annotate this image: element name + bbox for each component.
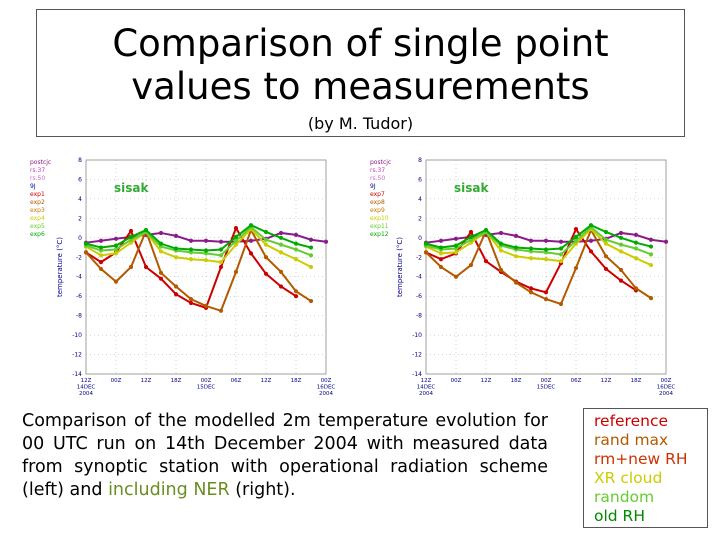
chart-title: sisak xyxy=(454,181,489,195)
data-point xyxy=(634,241,638,245)
y-tick-label: -8 xyxy=(76,312,82,320)
data-point xyxy=(294,242,298,246)
legend-label: postcjc xyxy=(370,159,392,166)
x-tick-label: 12Z xyxy=(260,378,272,384)
x-tick-label: 15DEC xyxy=(536,384,556,391)
data-point xyxy=(264,272,268,276)
data-point xyxy=(264,255,268,259)
x-tick-label: 12Z xyxy=(420,378,432,384)
legend-item-rm-new-rh: rm+new RH xyxy=(594,450,688,468)
data-point xyxy=(634,286,638,290)
legend-label: rs.37 xyxy=(30,167,46,174)
y-tick-label: -14 xyxy=(412,371,422,378)
data-point xyxy=(189,247,193,251)
author-credit: (by M. Tudor) xyxy=(307,114,414,133)
x-tick-label: 2004 xyxy=(319,391,333,397)
y-tick-label: 8 xyxy=(418,157,422,164)
data-point xyxy=(604,238,608,242)
data-point xyxy=(619,236,623,240)
data-point xyxy=(634,256,638,260)
legend-label: exp4 xyxy=(30,215,45,222)
data-point xyxy=(99,253,103,257)
y-tick-label: 2 xyxy=(78,215,82,223)
x-tick-label: 12Z xyxy=(140,378,152,384)
data-point xyxy=(619,268,623,272)
y-tick-label: 0 xyxy=(418,234,422,242)
data-point xyxy=(264,238,268,242)
data-point xyxy=(219,253,223,257)
data-point xyxy=(469,263,473,267)
data-point xyxy=(649,252,653,256)
x-tick-label: 2004 xyxy=(659,391,673,397)
data-point xyxy=(84,250,88,254)
data-point xyxy=(219,240,223,244)
data-point xyxy=(219,265,223,269)
data-point xyxy=(559,246,563,250)
data-point xyxy=(439,245,443,249)
data-point xyxy=(529,246,533,250)
data-point xyxy=(559,240,563,244)
data-point xyxy=(279,236,283,240)
legend-item-rand-max: rand max xyxy=(594,431,669,449)
data-point xyxy=(309,253,313,257)
legend-label: exp5 xyxy=(30,223,45,230)
legend-label: exp7 xyxy=(370,191,385,198)
x-tick-label: 00Z xyxy=(540,378,552,384)
data-point xyxy=(499,268,503,272)
y-tick-label: -2 xyxy=(416,254,422,262)
caption-highlight-ner: NER xyxy=(193,480,230,500)
data-point xyxy=(619,249,623,253)
y-axis-label: temperature (°C) xyxy=(56,236,64,298)
data-point xyxy=(649,296,653,300)
data-point xyxy=(559,252,563,256)
caption-end: (right). xyxy=(229,480,296,500)
data-point xyxy=(529,290,533,294)
data-point xyxy=(589,223,593,227)
data-point xyxy=(114,244,118,248)
data-point xyxy=(454,244,458,248)
data-point xyxy=(204,248,208,252)
legend-label: exp11 xyxy=(370,223,389,230)
x-tick-label: 12Z xyxy=(80,378,92,384)
data-point xyxy=(249,223,253,227)
data-point xyxy=(279,231,283,235)
legend-label: exp6 xyxy=(30,231,45,238)
data-point xyxy=(159,242,163,246)
data-point xyxy=(439,251,443,255)
data-point xyxy=(574,227,578,231)
data-point xyxy=(174,246,178,250)
legend-item-random: random xyxy=(594,488,655,506)
data-point xyxy=(159,231,163,235)
data-point xyxy=(99,260,103,264)
data-point xyxy=(189,297,193,301)
data-point xyxy=(189,257,193,261)
data-point xyxy=(309,238,313,242)
legend-label: 9J xyxy=(30,183,36,190)
x-tick-label: 06Z xyxy=(230,378,242,384)
data-point xyxy=(234,226,238,230)
x-tick-label: 18Z xyxy=(170,378,182,384)
data-point xyxy=(264,243,268,247)
y-tick-label: -8 xyxy=(416,312,422,320)
data-point xyxy=(439,239,443,243)
data-point xyxy=(559,302,563,306)
data-point xyxy=(249,251,253,255)
legend-box xyxy=(583,408,708,528)
y-tick-label: -6 xyxy=(416,293,422,301)
y-tick-label: -2 xyxy=(76,254,82,262)
data-point xyxy=(469,230,473,234)
x-tick-label: 00Z xyxy=(110,378,122,384)
page-title: Comparison of single point values to measurements xyxy=(112,22,609,108)
data-point xyxy=(249,239,253,243)
data-point xyxy=(324,240,328,244)
y-tick-label: -12 xyxy=(412,351,422,359)
data-point xyxy=(129,265,133,269)
data-point xyxy=(204,258,208,262)
data-point xyxy=(114,237,118,241)
y-tick-label: -4 xyxy=(416,273,422,281)
y-tick-label: 2 xyxy=(418,215,422,223)
data-point xyxy=(589,239,593,243)
data-point xyxy=(469,235,473,239)
data-point xyxy=(574,266,578,270)
y-tick-label: 4 xyxy=(78,195,82,203)
y-tick-label: 4 xyxy=(418,195,422,203)
data-point xyxy=(99,267,103,271)
data-point xyxy=(649,263,653,267)
caption-text: Comparison of the modelled 2m temperature evolution for 00 UTC run on 14th December 2004 with measured data from synoptic station with operational radiation scheme (left) and xyxy=(22,411,548,500)
x-tick-label: 18Z xyxy=(290,378,302,384)
data-point xyxy=(499,242,503,246)
data-point xyxy=(174,284,178,288)
caption xyxy=(22,410,548,502)
data-point xyxy=(544,239,548,243)
data-point xyxy=(159,271,163,275)
data-point xyxy=(309,245,313,249)
legend-item-xr-cloud: XR cloud xyxy=(594,469,663,487)
data-point xyxy=(529,256,533,260)
data-point xyxy=(499,231,503,235)
x-tick-label: 06Z xyxy=(570,378,582,384)
chart-right xyxy=(368,150,676,400)
data-point xyxy=(499,248,503,252)
y-tick-label: -14 xyxy=(72,371,82,378)
data-point xyxy=(144,228,148,232)
data-point xyxy=(309,299,313,303)
data-point xyxy=(619,243,623,247)
data-point xyxy=(159,249,163,253)
legend-label: exp3 xyxy=(30,207,45,214)
data-point xyxy=(159,277,163,281)
x-tick-label: 14DEC xyxy=(76,384,96,391)
y-tick-label: 8 xyxy=(78,157,82,164)
data-point xyxy=(294,247,298,251)
legend-item-reference: reference xyxy=(594,412,669,430)
data-point xyxy=(189,239,193,243)
data-point xyxy=(84,242,88,246)
y-tick-label: -10 xyxy=(412,332,422,340)
data-point xyxy=(204,239,208,243)
x-tick-label: 00Z xyxy=(320,378,332,384)
data-point xyxy=(514,245,518,249)
data-point xyxy=(279,250,283,254)
data-point xyxy=(649,244,653,248)
data-point xyxy=(129,235,133,239)
x-tick-label: 00Z xyxy=(450,378,462,384)
chart-left xyxy=(28,150,336,400)
legend-label: rs.50 xyxy=(30,175,46,182)
data-point xyxy=(294,289,298,293)
data-point xyxy=(114,279,118,283)
data-point xyxy=(424,242,428,246)
y-tick-label: -4 xyxy=(76,273,82,281)
data-point xyxy=(454,237,458,241)
x-tick-label: 18Z xyxy=(630,378,642,384)
data-point xyxy=(619,279,623,283)
data-point xyxy=(514,234,518,238)
data-point xyxy=(294,257,298,261)
legend-label: rs.50 xyxy=(370,175,386,182)
data-point xyxy=(114,247,118,251)
legend-label: exp12 xyxy=(370,231,389,238)
data-point xyxy=(529,286,533,290)
data-point xyxy=(129,229,133,233)
data-point xyxy=(294,233,298,237)
data-point xyxy=(484,259,488,263)
legend-label: 9J xyxy=(370,183,376,190)
y-axis-label: temperature (°C) xyxy=(396,236,404,298)
data-point xyxy=(219,247,223,251)
data-point xyxy=(589,249,593,253)
data-point xyxy=(604,242,608,246)
legend-label: postcjc xyxy=(30,159,52,166)
data-point xyxy=(544,290,548,294)
x-tick-label: 00Z xyxy=(200,378,212,384)
data-point xyxy=(604,230,608,234)
data-point xyxy=(174,234,178,238)
data-point xyxy=(144,265,148,269)
data-point xyxy=(309,265,313,269)
data-point xyxy=(424,250,428,254)
data-point xyxy=(544,257,548,261)
y-tick-label: 6 xyxy=(418,176,422,184)
data-point xyxy=(559,259,563,263)
data-point xyxy=(514,280,518,284)
data-point xyxy=(529,239,533,243)
x-tick-label: 12Z xyxy=(480,378,492,384)
x-tick-label: 2004 xyxy=(419,391,433,397)
y-tick-label: 6 xyxy=(78,176,82,184)
legend-label: exp8 xyxy=(370,199,385,206)
data-point xyxy=(204,304,208,308)
data-point xyxy=(439,265,443,269)
data-point xyxy=(544,247,548,251)
data-point xyxy=(514,254,518,258)
legend-label: exp2 xyxy=(30,199,45,206)
data-point xyxy=(634,246,638,250)
data-point xyxy=(574,239,578,243)
x-tick-label: 12Z xyxy=(600,378,612,384)
x-tick-label: 15DEC xyxy=(196,384,216,391)
data-point xyxy=(174,255,178,259)
data-point xyxy=(544,297,548,301)
data-point xyxy=(634,233,638,237)
legend-label: rs.37 xyxy=(370,167,386,174)
x-tick-label: 16DEC xyxy=(316,384,336,391)
data-point xyxy=(454,275,458,279)
data-point xyxy=(439,257,443,261)
y-tick-label: 0 xyxy=(78,234,82,242)
data-point xyxy=(664,240,668,244)
data-point xyxy=(279,243,283,247)
data-point xyxy=(619,231,623,235)
data-point xyxy=(99,245,103,249)
title-box xyxy=(36,9,685,137)
data-point xyxy=(189,301,193,305)
data-point xyxy=(234,270,238,274)
data-point xyxy=(574,235,578,239)
legend-label: exp10 xyxy=(370,215,389,222)
data-point xyxy=(294,294,298,298)
legend-label: exp1 xyxy=(30,191,45,198)
data-point xyxy=(264,230,268,234)
data-point xyxy=(174,292,178,296)
legend-item-old-rh: old RH xyxy=(594,507,645,525)
y-tick-label: -6 xyxy=(76,293,82,301)
y-tick-label: -10 xyxy=(72,332,82,340)
x-tick-label: 16DEC xyxy=(656,384,676,391)
data-point xyxy=(454,250,458,254)
data-point xyxy=(484,228,488,232)
data-point xyxy=(604,267,608,271)
data-point xyxy=(279,284,283,288)
x-tick-label: 14DEC xyxy=(416,384,436,391)
x-tick-label: 00Z xyxy=(660,378,672,384)
data-point xyxy=(114,251,118,255)
data-point xyxy=(99,239,103,243)
data-point xyxy=(219,260,223,264)
x-tick-label: 18Z xyxy=(510,378,522,384)
data-point xyxy=(219,309,223,313)
chart-title: sisak xyxy=(114,181,149,195)
legend-label: exp9 xyxy=(370,207,385,214)
data-point xyxy=(649,238,653,242)
data-point xyxy=(234,235,238,239)
data-point xyxy=(279,270,283,274)
x-tick-label: 2004 xyxy=(79,391,93,397)
y-tick-label: -12 xyxy=(72,351,82,359)
caption-highlight-including: including xyxy=(108,480,188,500)
data-point xyxy=(604,254,608,258)
